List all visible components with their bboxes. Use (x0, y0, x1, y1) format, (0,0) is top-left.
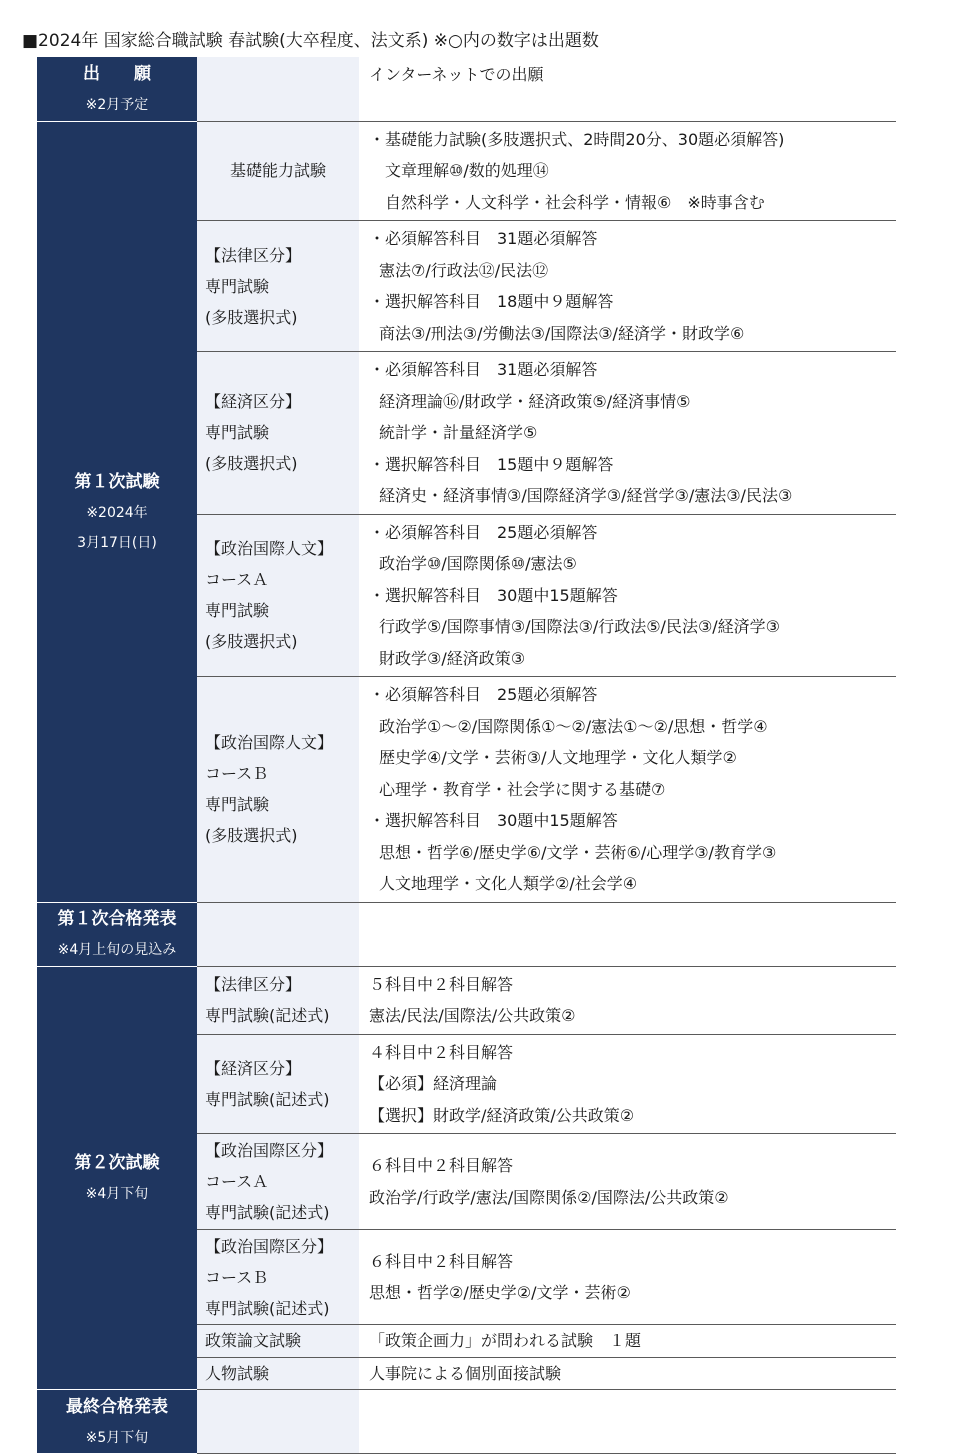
detail-pol-b (359, 677, 896, 903)
detail-line: ・選択解答科目 30題中15題解答 (369, 585, 618, 605)
detail-line: 自然科学・人文科学・社会科学・情報⑥ ※時事含む (385, 192, 765, 212)
detail-line: インターネットでの出願 (369, 65, 544, 84)
exam-schedule-table (37, 57, 896, 1454)
detail-line: 憲法⑦/行政法⑫/民法⑫ (379, 260, 549, 280)
row-apply (37, 57, 896, 121)
stage-note: ※2024年 (86, 504, 148, 521)
detail-econ (359, 352, 896, 515)
sub-law (197, 221, 359, 352)
detail-empty (359, 1390, 896, 1454)
detail-line: 文章理解⑩/数的処理⑭ (385, 161, 549, 180)
stage-note: ※4月下旬 (85, 1185, 149, 1202)
detail-line: 政治学⑩/国際関係⑩/憲法⑤ (379, 554, 577, 573)
sub-line: コースＢ (205, 764, 269, 784)
sub-line: 【政治国際区分】 (205, 1236, 334, 1256)
sub-second-pol-b (197, 1230, 359, 1325)
detail-law (359, 221, 896, 352)
detail-line: ・必須解答科目 31題必須解答 (369, 229, 598, 248)
stage-note: ※5月下旬 (85, 1429, 149, 1446)
page-title: ■2024年 国家総合職試験 春試験(大卒程度、法文系) ※○内の数字は出題数 (22, 31, 599, 51)
detail-line: 思想・哲学⑥/歴史学⑥/文学・芸術⑥/心理学③/教育学③ (379, 842, 777, 862)
sub-line: 専門試験 (205, 276, 270, 296)
detail-line: 政治学①～②/国際関係①～②/憲法①～②/思想・哲学④ (379, 716, 768, 736)
sub-essay: 政策論文試験 (197, 1325, 359, 1358)
detail-line: ・必須解答科目 25題必須解答 (369, 685, 598, 704)
sub-line: 専門試験 (205, 423, 270, 443)
sub-line: 【法律区分】 (205, 975, 302, 994)
detail-line: 政治学/行政学/憲法/国際関係②/国際法/公共政策② (369, 1187, 729, 1207)
detail-second-law (359, 966, 896, 1034)
stage-name: 第１次合格発表 (57, 909, 177, 929)
sub-line: 専門試験(記述式) (205, 1089, 330, 1109)
row-first-kiso (37, 121, 896, 221)
detail-line: ５科目中２科目解答 (369, 974, 514, 994)
sub-line: 【政治国際人文】 (205, 733, 334, 753)
sub-empty (197, 1390, 359, 1454)
stage-note: ※2月予定 (85, 96, 149, 113)
detail-kiso (359, 121, 896, 221)
sub-line: 専門試験 (205, 601, 270, 621)
sub-line: 【法律区分】 (205, 245, 302, 265)
stage-note: ※4月上旬の見込み (57, 942, 177, 958)
sub-line: (多肢選択式) (205, 454, 298, 474)
sub-pol-a (197, 514, 359, 677)
stage-name: 第１次試験 (74, 471, 160, 492)
detail-line: 財政学③/経済政策③ (379, 648, 526, 668)
sub-line: コースＢ (205, 1267, 269, 1287)
stage-note: 3月17日(日) (77, 534, 157, 551)
stage-apply (37, 57, 197, 121)
sub-interview: 人物試験 (197, 1357, 359, 1390)
sub-line: 専門試験(記述式) (205, 1006, 330, 1025)
detail-line: 思想・哲学②/歴史学②/文学・芸術② (369, 1283, 631, 1302)
detail-second-pol-a (359, 1134, 896, 1230)
detail-line: 【必須】経済理論 (369, 1074, 498, 1093)
stage-first-pass (37, 902, 197, 966)
detail-line: ・選択解答科目 18題中９題解答 (369, 292, 614, 311)
stage-name: 最終合格発表 (66, 1396, 168, 1417)
sub-pol-b (197, 677, 359, 903)
sub-line: 【政治国際区分】 (205, 1141, 334, 1160)
detail-pol-a (359, 514, 896, 677)
detail-line: 心理学・教育学・社会学に関する基礎⑦ (379, 779, 666, 799)
sub-line: (多肢選択式) (205, 826, 298, 846)
detail-line: 行政学⑤/国際事情③/国際法③/行政法⑤/民法③/経済学③ (379, 617, 781, 636)
sub-line: (多肢選択式) (205, 307, 298, 327)
detail-line: ・基礎能力試験(多肢選択式、2時間20分、30題必須解答) (369, 129, 785, 149)
stage-final (37, 1390, 197, 1454)
detail-second-econ (359, 1034, 896, 1134)
sub-line: コースＡ (205, 570, 269, 590)
detail-line: 経済史・経済事情③/国際経済学③/経営学③/憲法③/民法③ (379, 486, 793, 505)
sub-line: 【政治国際人文】 (205, 539, 334, 559)
row-second-law (37, 966, 896, 1034)
stage-second-exam (37, 966, 197, 1390)
detail-line: 【選択】財政学/経済政策/公共政策② (369, 1105, 635, 1125)
detail-interview (359, 1357, 896, 1390)
detail-line: ・必須解答科目 31題必須解答 (369, 360, 598, 379)
detail-second-pol-b (359, 1230, 896, 1325)
row-final (37, 1390, 896, 1454)
detail-line: 人事院による個別面接試験 (369, 1363, 562, 1383)
sub-line: 専門試験(記述式) (205, 1203, 330, 1222)
sub-line: コースＡ (205, 1172, 269, 1191)
detail-line: ・選択解答科目 15題中９題解答 (369, 454, 614, 474)
detail-apply (359, 57, 896, 121)
detail-line: ４科目中２科目解答 (369, 1042, 514, 1062)
detail-essay (359, 1325, 896, 1358)
sub-second-pol-a (197, 1134, 359, 1230)
detail-line: 憲法/民法/国際法/公共政策② (369, 1006, 576, 1025)
sub-second-law (197, 966, 359, 1034)
detail-line: 人文地理学・文化人類学②/社会学④ (379, 874, 638, 893)
sub-empty (197, 902, 359, 966)
stage-name: 出 願 (83, 63, 151, 84)
detail-line: ・選択解答科目 30題中15題解答 (369, 811, 618, 830)
detail-line: 歴史学④/文学・芸術③/人文地理学・文化人類学② (379, 748, 737, 767)
sub-kiso: 基礎能力試験 (197, 121, 359, 221)
sub-second-econ (197, 1034, 359, 1134)
detail-line: 経済理論⑯/財政学・経済政策⑤/経済事情⑤ (379, 391, 691, 411)
detail-empty (359, 902, 896, 966)
sub-empty (197, 57, 359, 121)
detail-line: 統計学・計量経済学⑤ (379, 423, 538, 442)
detail-line: ・必須解答科目 25題必須解答 (369, 522, 598, 542)
detail-line: ６科目中２科目解答 (369, 1251, 514, 1271)
stage-first-exam (37, 121, 197, 902)
sub-line: (多肢選択式) (205, 632, 298, 652)
detail-line: 商法③/刑法③/労働法③/国際法③/経済学・財政学⑥ (379, 323, 745, 343)
sub-line: 【経済区分】 (205, 392, 302, 412)
sub-line: 専門試験 (205, 795, 270, 815)
detail-line: 「政策企画力」が問われる試験 １題 (369, 1331, 642, 1350)
sub-line: 専門試験(記述式) (205, 1298, 330, 1318)
sub-econ (197, 352, 359, 515)
sub-line: 【経済区分】 (205, 1058, 302, 1078)
stage-name: 第２次試験 (74, 1152, 160, 1173)
row-first-pass (37, 902, 896, 966)
detail-line: ６科目中２科目解答 (369, 1156, 514, 1175)
